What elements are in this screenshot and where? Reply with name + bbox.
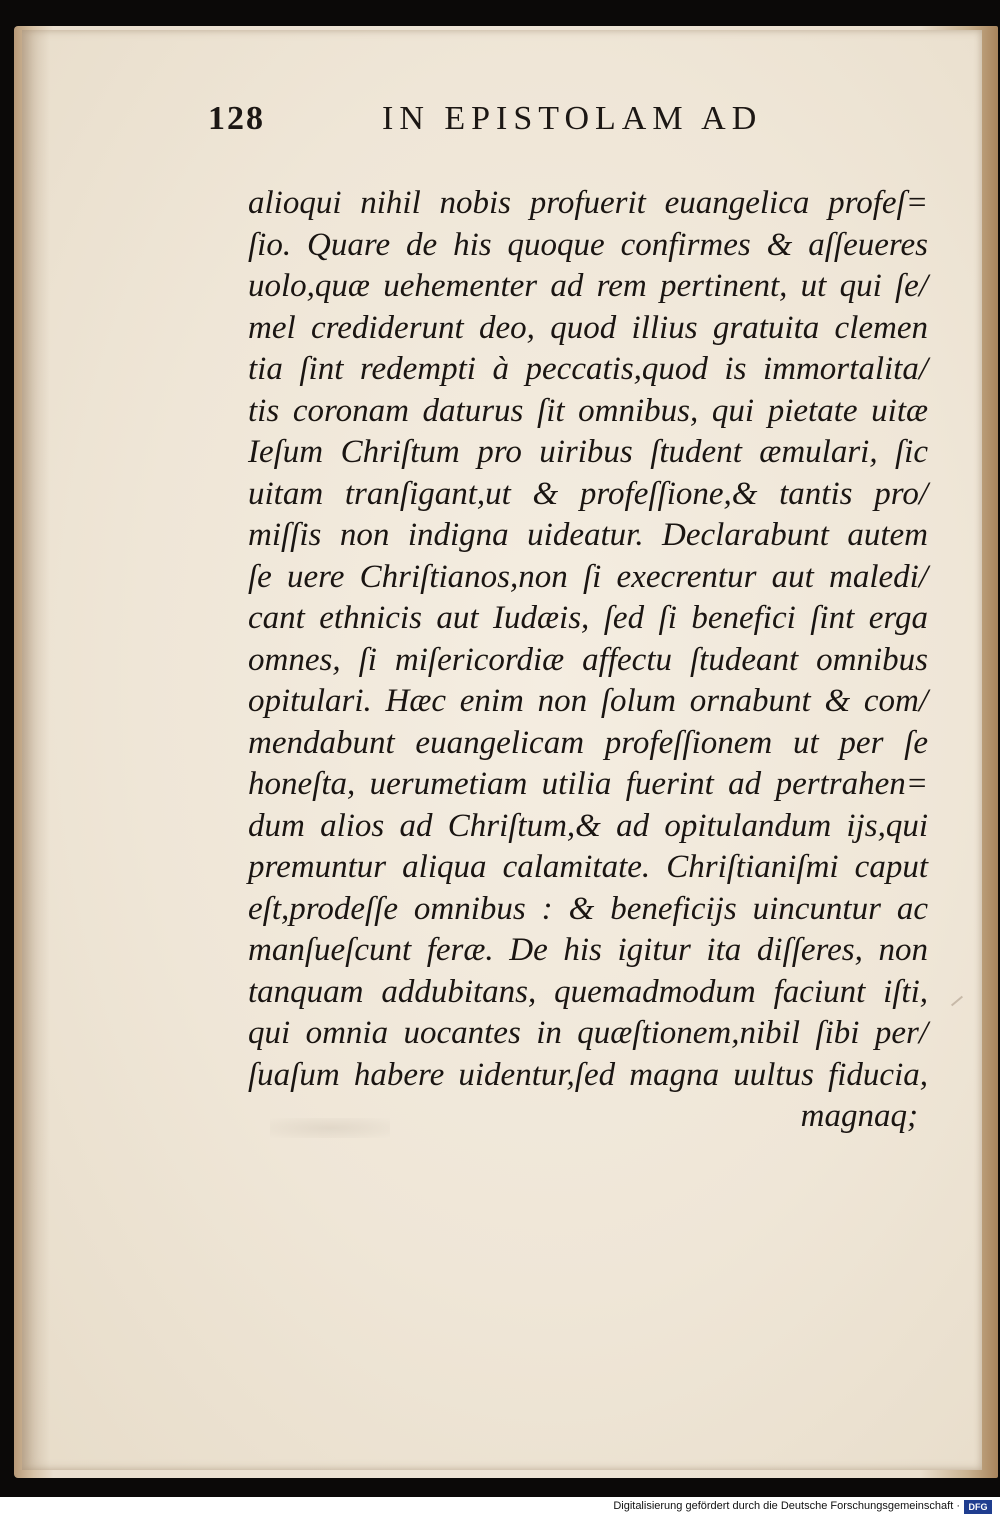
gutter-shadow	[22, 30, 50, 1470]
text-line: honeſta, uerumetiam utilia fuerint ad pertrahen=	[248, 766, 928, 802]
text-line: premuntur aliqua calamitate. Chriſtianiſmi caput	[248, 849, 928, 885]
text-line: Ieſum Chriſtum pro uiribus ſtudent æmulari, ſic	[248, 434, 928, 470]
body-text	[248, 183, 928, 1138]
ink-smudge	[270, 1118, 390, 1138]
text-line: mendabunt euangelicam profeſſionem ut per ſe	[248, 724, 928, 761]
page-number: 128	[208, 100, 265, 137]
text-line: cant ethnicis aut Iudæis, ſed ſi benefici ſint erga	[248, 600, 928, 636]
text-line: qui omnia uocantes in quæſtionem,nibil ſibi per/	[248, 1015, 928, 1051]
text-line: tanquam addubitans, quemadmodum faciunt iſti,	[248, 973, 928, 1010]
running-head	[208, 100, 828, 150]
footer-bar	[0, 1497, 1000, 1518]
text-line: ſuaſum habere uidentur,ſed magna uultus fiducia,	[248, 1056, 928, 1093]
dfg-logo: DFG	[964, 1500, 992, 1514]
text-line: uolo,quæ uehementer ad rem pertinent, ut qui ſe/	[248, 268, 928, 304]
text-line: miſſis non indigna uideatur. Declarabunt autem	[248, 517, 928, 553]
text-line: omnes, ſi miſericordiæ affectu ſtudeant omnibus	[248, 641, 928, 678]
text-line: mel crediderunt deo, quod illius gratuita clemen	[248, 309, 928, 346]
running-head-title: IN EPISTOLAM AD	[382, 100, 763, 137]
text-line: alioqui nihil nobis profuerit euangelica profeſ=	[248, 185, 928, 221]
text-line: uitam tranſigant,ut & profeſſione,& tantis pro/	[248, 475, 928, 512]
text-line: ſio. Quare de his quoque confirmes & aſſeueres	[248, 226, 928, 263]
text-line: tia ſint redempti à peccatis,quod is immortalita/	[248, 351, 928, 387]
text-line: eſt,prodeſſe omnibus : & beneficijs uincuntur ac	[248, 890, 928, 927]
text-line: dum alios ad Chriſtum,& ad opitulandum ijs,qui	[248, 807, 928, 844]
text-line: ſe uere Chriſtianos,non ſi execrentur aut maledi/	[248, 558, 928, 595]
text-line: opitulari. Hæc enim non ſolum ornabunt & com/	[248, 683, 928, 719]
funding-credit: Digitalisierung gefördert durch die Deutsche Forschungsgemeinschaft ·	[613, 1500, 960, 1512]
text-line: manſueſcunt feræ. De his igitur ita diſſeres, non	[248, 932, 928, 968]
catchword: magnaq;	[800, 1098, 918, 1134]
text-line: tis coronam daturus ſit omnibus, qui pietate uitæ	[248, 392, 928, 429]
